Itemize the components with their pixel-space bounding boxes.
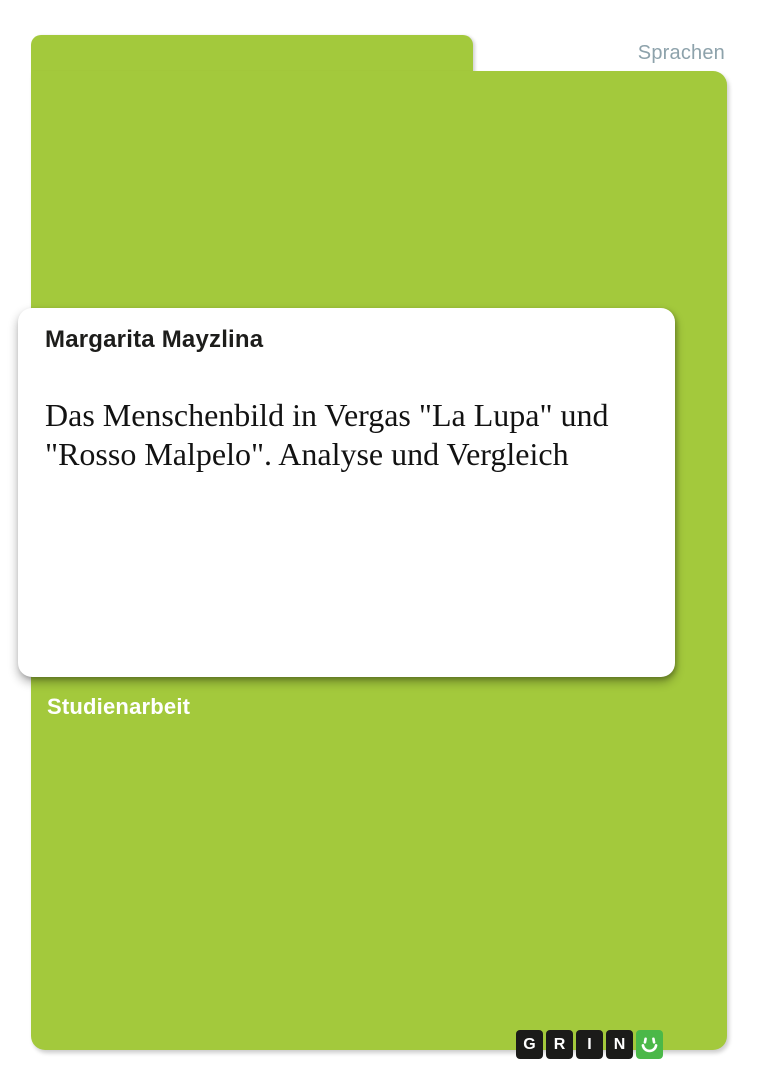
document-type-label: Studienarbeit [47,694,191,719]
category-label: Sprachen [637,42,725,64]
grin-logo [516,1030,663,1059]
book-title [45,396,670,474]
logo-letter-tile: G [516,1030,543,1059]
logo-letter-tile: N [606,1030,633,1059]
book-title-line1: Das Menschenbild in Vergas "La Lupa" und [45,397,609,433]
title-card [18,308,675,677]
grin-smiley-icon [636,1030,663,1059]
book-title-line2: "Rosso Malpelo". Analyse und Vergleich [45,436,569,472]
logo-letter-tile: R [546,1030,573,1059]
author-name: Margarita Mayzlina [45,326,264,353]
logo-letter-tile: I [576,1030,603,1059]
